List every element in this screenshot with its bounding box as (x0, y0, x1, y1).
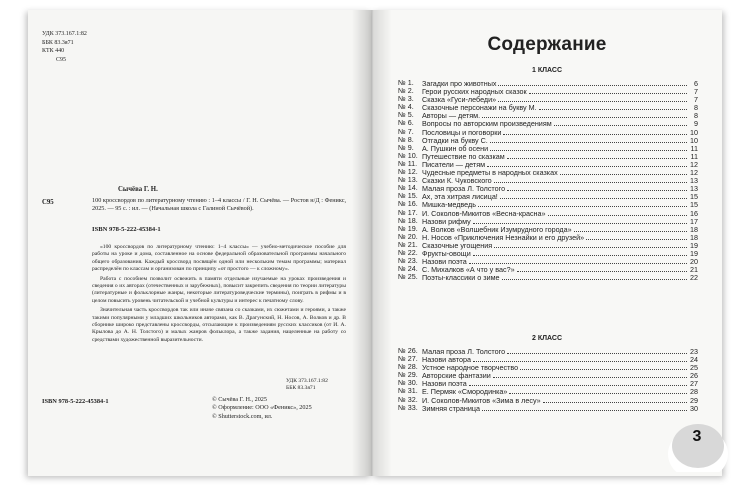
copyright-block (212, 396, 312, 421)
toc-entry (398, 160, 698, 168)
toc-entry-number: № 16. (398, 199, 418, 209)
toc-entry (398, 217, 698, 225)
toc-leader-dots (487, 160, 687, 167)
toc-leader-dots (494, 241, 687, 248)
annotation (92, 244, 346, 346)
toc-leader-dots (503, 128, 687, 135)
toc-entry-page: 26 (690, 371, 698, 381)
toc-leader-dots (493, 371, 687, 378)
toc-entry-page: 8 (694, 103, 698, 113)
toc-entry (398, 379, 698, 387)
toc-entry-page: 17 (690, 216, 698, 226)
toc-entry-number: № 3. (398, 94, 414, 104)
toc-entry-title: Назови автора (422, 355, 472, 365)
toc-leader-dots (548, 209, 687, 216)
toc-entry-title: Авторские фантазии (422, 371, 491, 381)
toc-entry-number: № 5. (398, 110, 414, 120)
toc-entry (398, 184, 698, 192)
toc-leader-dots (473, 217, 687, 224)
toc-leader-dots (469, 257, 687, 264)
toc-entry-number: № 1. (398, 78, 414, 87)
toc-entry (398, 79, 698, 87)
toc-entry-number: № 4. (398, 102, 414, 112)
toc-entry-page: 25 (690, 363, 698, 373)
toc-leader-dots (498, 95, 687, 102)
isbn-bottom: ISBN 978-5-222-45384-1 (42, 398, 109, 405)
toc-leader-dots (507, 347, 687, 354)
toc-entry-title: Малая проза Л. Толстого (422, 347, 506, 356)
page-number: 3 (692, 428, 702, 445)
toc-entry-number: № 8. (398, 134, 414, 144)
toc-entry-title: И. Соколов-Микитов «Весна-красна» (422, 208, 546, 218)
toc-entry-page: 19 (690, 240, 698, 250)
toc-entry-title: Е. Пермяк «Смородинка» (422, 387, 508, 397)
toc-entry-title: Вопросы по авторским произведениям (422, 119, 552, 129)
toc-entry (398, 128, 698, 136)
cip-line: УДК 373.167.1:82 (42, 31, 87, 37)
toc-entry-page: 6 (694, 79, 698, 88)
toc-entry-title: И. Соколов-Микитов «Зима в лесу» (422, 395, 541, 405)
section-heading: 1 КЛАСС (531, 67, 562, 74)
copyright-line: © Сычёва Г. Н., 2025 (212, 396, 267, 403)
toc-leader-dots (507, 152, 687, 159)
toc-entry-page: 13 (690, 184, 698, 194)
toc-entry-page: 11 (690, 143, 698, 153)
section-heading: 2 КЛАСС (531, 335, 562, 342)
toc-leader-dots (517, 265, 687, 272)
toc-entry-title: Герои русских народных сказок (422, 87, 527, 97)
page-title: Содержание (487, 34, 607, 55)
toc-entry-number: № 31. (398, 386, 418, 396)
toc-entry-title: Н. Носов «Приключения Незнайки и его друзей» (422, 232, 585, 242)
toc-entry (398, 192, 698, 200)
toc-entry-title: Малая проза Л. Толстого (422, 184, 506, 194)
toc-entry-number: № 2. (398, 86, 414, 96)
toc-entry-title: Отгадки на букву С. (422, 135, 488, 145)
toc-entry (398, 396, 698, 404)
toc-entry-page: 28 (690, 387, 698, 397)
toc-entry (398, 347, 698, 355)
toc-leader-dots (507, 184, 687, 191)
toc-leader-dots (482, 111, 687, 118)
toc-entry-title: А. Волков «Волшебник Изумрудного города» (422, 224, 572, 234)
toc-entry-page: 7 (694, 87, 698, 97)
toc-leader-dots (469, 379, 687, 386)
toc-entry-number: № 23. (398, 256, 418, 266)
toc-leader-dots (509, 387, 687, 394)
toc-entry-page: 15 (690, 192, 698, 202)
toc-leader-dots (574, 225, 687, 232)
toc-entry (398, 355, 698, 363)
toc-entry-title: Сказка «Гуси-лебеди» (422, 95, 497, 105)
toc-entry-title: Мишка-медведь (422, 200, 476, 210)
toc-entry-page: 7 (694, 95, 698, 105)
toc-list-grade-1 (398, 79, 698, 281)
toc-entry (398, 168, 698, 176)
bibliographic-description: 100 кроссвордов по литературному чтению : 1–4 классы / Г. Н. Сычёва. — Ростов н/Д : Феникс, 2025. — 95 с. : ил. — (Начальная школа с Галиной Сычёвой). (92, 197, 346, 212)
toc-entry-page: 12 (690, 168, 698, 178)
udk-line: ББК 83.3я71 (286, 385, 316, 391)
toc-leader-dots (500, 192, 687, 199)
toc-entry-page: 13 (690, 176, 698, 186)
toc-leader-dots (586, 233, 687, 240)
annotation-paragraph: Работа с пособием позволит освежить в памяти отдельные изучаемые на уроках произведения и сведения о их авторах (отечественных и зарубежных), повысит закрепить сведения по теории литературы (литературные и фольклорные жанры, некоторые литературоведческие термины), поиграть в рифмы и в целом повысить уровень читательской и учебной культуры и интерес к печатному слову. (92, 275, 346, 304)
toc-entry (398, 152, 698, 160)
toc-entry-page: 23 (690, 347, 698, 356)
toc-entry (398, 144, 698, 152)
toc-entry-title: Сказки К. Чуковского (422, 176, 492, 186)
toc-leader-dots (554, 119, 687, 126)
toc-leader-dots (520, 363, 687, 370)
toc-entry-number: № 24. (398, 264, 418, 274)
toc-entry-number: № 27. (398, 354, 418, 364)
left-page (28, 10, 372, 476)
toc-entry (398, 273, 698, 281)
toc-leader-dots (473, 355, 687, 362)
toc-entry-page: 27 (690, 379, 698, 389)
toc-entry-title: Пословицы и поговорки (422, 127, 502, 137)
toc-entry-number: № 19. (398, 223, 418, 233)
toc-entry (398, 257, 698, 265)
toc-entry-number: № 9. (398, 142, 414, 152)
toc-entry-number: № 30. (398, 378, 418, 388)
toc-entry (398, 209, 698, 217)
toc-entry-title: Фрукты-овощи (422, 248, 471, 258)
toc-entry-number: № 10. (398, 150, 418, 160)
toc-entry (398, 200, 698, 208)
toc-entry-title: Ах, эта хитрая лисица! (422, 192, 498, 202)
cip-line: С95 (56, 56, 67, 63)
toc-entry-number: № 18. (398, 215, 418, 225)
cip-line: КТК 440 (42, 48, 65, 54)
toc-entry (398, 225, 698, 233)
toc-entry (398, 111, 698, 119)
toc-entry-number: № 25. (398, 272, 418, 282)
toc-entry-number: № 29. (398, 370, 418, 380)
toc-entry (398, 265, 698, 273)
toc-entry-number: № 20. (398, 231, 418, 241)
toc-entry-number: № 14. (398, 183, 418, 193)
toc-entry-title: Чудесные предметы в народных сказках (422, 168, 558, 178)
toc-entry-title: Путешествие по сказкам (422, 151, 505, 161)
toc-leader-dots (478, 200, 687, 207)
toc-entry-number: № 12. (398, 167, 418, 177)
copyright-line: © Shutterstock.com, ил. (212, 412, 273, 420)
toc-leader-dots (494, 176, 687, 183)
author-code: С95 (42, 199, 54, 206)
toc-entry (398, 136, 698, 144)
toc-entry (398, 387, 698, 395)
toc-leader-dots (502, 273, 687, 280)
toc-entry-title: Авторы — детям. (422, 111, 481, 121)
cip-block (42, 30, 112, 64)
toc-entry-title: Писатели — детям (422, 159, 486, 169)
toc-entry-title: Поэты-классики о зиме (422, 273, 500, 283)
toc-leader-dots (560, 168, 687, 175)
toc-entry (398, 103, 698, 111)
toc-entry-number: № 11. (398, 158, 418, 168)
toc-entry-page: 30 (690, 403, 698, 413)
toc-leader-dots (543, 396, 687, 403)
toc-entry (398, 119, 698, 127)
annotation-paragraph: Значительная часть кроссвордов так или иначе связана со сказками, их сюжетами и героями, а также такими популярными у младших школьников авторами, как В. Драгунский, Н. Носов, А. Волков и др. В сборнике широко представлены кроссворды, отсылающие к произведениям русских классиков (от И. А. Крылова до А. Н. Толстого) и малых жанров фольклора, а также задания, нацеленные на работу со средствами художественной выразительности. (92, 307, 346, 343)
toc-entry-number: № 13. (398, 175, 418, 185)
toc-entry-page: 12 (690, 159, 698, 169)
toc-entry-number: № 21. (398, 239, 418, 249)
toc-entry-page: 29 (690, 395, 698, 405)
toc-entry-page: 15 (690, 200, 698, 210)
toc-entry-number: № 22. (398, 247, 418, 257)
toc-leader-dots (529, 87, 687, 94)
copyright-line: © Оформление: ООО «Феникс», 2025 (212, 404, 312, 412)
toc-entry-number: № 17. (398, 207, 418, 217)
toc-entry-title: Устное народное творчество (422, 363, 519, 373)
annotation-paragraph: «100 кроссвордов по литературному чтению: 1–4 классы» — учебно-методическое пособие для работы на уроке и дома, составленное на основе федеральной образовательной программы начального общего образования. Каждый кроссворд посвящён одной или нескольким темам программы; материал распределён по классам и организован по принципу «от простого — к сложному». (92, 244, 346, 273)
toc-entry-page: 8 (694, 111, 698, 121)
toc-entry-number: № 7. (398, 126, 414, 136)
toc-entry-page: 10 (690, 127, 698, 137)
toc-entry-title: Назови поэта (422, 379, 467, 389)
toc-entry (398, 87, 698, 95)
toc-entry-number: № 26. (398, 346, 418, 355)
toc-entry-number: № 32. (398, 394, 418, 404)
toc-leader-dots (473, 249, 687, 256)
toc-entry-title: Сказочные угощения (422, 240, 493, 250)
toc-entry (398, 233, 698, 241)
toc-entry-page: 11 (690, 151, 698, 161)
toc-entry-number: № 28. (398, 362, 418, 372)
toc-entry-title: Назови рифму (422, 216, 471, 226)
isbn: ISBN 978-5-222-45384-1 (92, 226, 161, 233)
toc-entry-page: 24 (690, 355, 698, 365)
toc-leader-dots (498, 79, 687, 86)
toc-entry-title: С. Михалков «А что у вас?» (422, 265, 515, 275)
toc-entry-title: Загадки про животных (422, 79, 497, 88)
udk-line: УДК 373.167.1:82 (286, 378, 328, 384)
cip-line: ББК 83.3я71 (42, 39, 74, 46)
toc-entry (398, 249, 698, 257)
toc-entry (398, 371, 698, 379)
toc-list-grade-2 (398, 347, 698, 412)
toc-entry-page: 18 (690, 224, 698, 234)
toc-entry-page: 21 (690, 265, 698, 275)
toc-entry-title: Сказочные персонажи на букву М. (422, 103, 537, 113)
toc-entry (398, 176, 698, 184)
toc-entry-page: 18 (690, 232, 698, 242)
toc-leader-dots (490, 136, 687, 143)
toc-entry (398, 363, 698, 371)
toc-entry-title: А. Пушкин об осени (422, 143, 489, 153)
toc-entry-page: 22 (690, 273, 698, 283)
toc-entry-page: 16 (690, 208, 698, 218)
udk-bottom (286, 378, 328, 392)
toc-leader-dots (539, 103, 687, 110)
toc-entry-page: 19 (690, 248, 698, 258)
toc-leader-dots (490, 144, 687, 151)
toc-entry-number: № 15. (398, 191, 418, 201)
toc-entry-number: № 33. (398, 402, 418, 412)
author-name: Сычёва Г. Н. (118, 186, 158, 193)
toc-entry (398, 241, 698, 249)
toc-entry-number: № 6. (398, 118, 414, 128)
toc-entry (398, 95, 698, 103)
toc-entry (398, 404, 698, 412)
toc-entry-page: 10 (690, 135, 698, 145)
toc-entry-title: Зимняя страница (422, 403, 481, 413)
toc-leader-dots (482, 404, 687, 411)
toc-entry-title: Назови поэта (422, 257, 467, 267)
toc-entry-page: 20 (690, 257, 698, 267)
toc-entry-page: 9 (694, 119, 698, 129)
